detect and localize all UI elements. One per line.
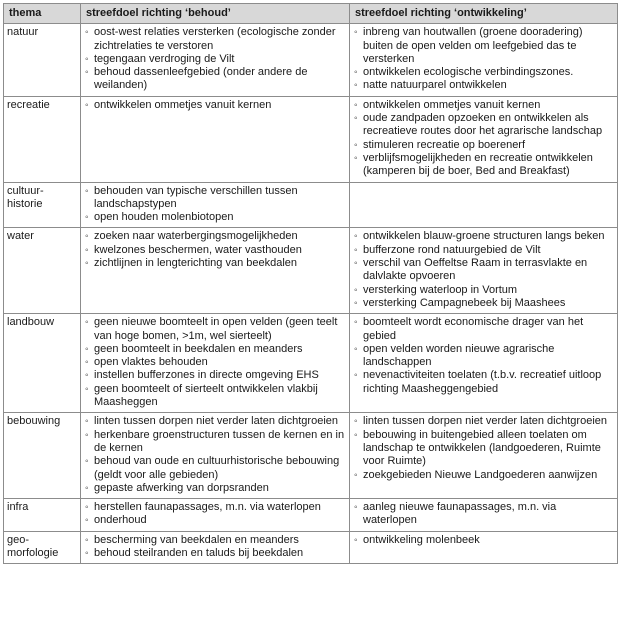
list-item: ◦ behouden van typische verschillen tussen landschapstypen <box>85 185 345 212</box>
list-item: ◦ herkenbare groenstructuren tussen de kernen en in de kernen <box>85 429 345 456</box>
cell-ontwikkeling <box>350 228 618 314</box>
behoud-list <box>85 316 345 409</box>
list-item: ◦ ontwikkeling molenbeek <box>354 534 613 547</box>
header-ontwikkeling: streefdoel richting ‘ontwikkeling’ <box>350 4 618 24</box>
list-item: ◦ open vlaktes behouden <box>85 356 345 369</box>
cell-ontwikkeling <box>350 24 618 96</box>
cell-ontwikkeling <box>350 499 618 532</box>
list-item: ◦ linten tussen dorpen niet verder laten dichtgroeien <box>85 415 345 428</box>
cell-thema: water <box>4 228 81 314</box>
table-row <box>4 413 618 499</box>
table-row <box>4 531 618 564</box>
table-body <box>4 24 618 564</box>
list-item: ◦ kwelzones beschermen, water vasthouden <box>85 244 345 257</box>
list-item: ◦ behoud dassenleefgebied (onder andere de weilanden) <box>85 66 345 93</box>
list-item: ◦ behoud steilranden en taluds bij beekdalen <box>85 547 345 560</box>
table-row <box>4 96 618 182</box>
header-thema: thema <box>4 4 81 24</box>
list-item: ◦ bebouwing in buitengebied alleen toelaten om landschap te ontwikkelen (landgoederen, Ruimte voor Ruimte) <box>354 429 613 469</box>
cell-behoud <box>81 499 350 532</box>
document <box>3 3 617 564</box>
table-row <box>4 314 618 413</box>
list-item: ◦ ontwikkelen blauw-groene structuren langs beken <box>354 230 613 243</box>
cell-ontwikkeling <box>350 182 618 228</box>
list-item: ◦ nevenactiviteiten toelaten (t.b.v. recreatief uitloop richting Maasheggengebied <box>354 369 613 396</box>
behoud-list <box>85 230 345 270</box>
list-item: ◦ behoud van oude en cultuurhistorische bebouwing (geldt voor alle gebieden) <box>85 455 345 482</box>
list-item: ◦ zichtlijnen in lengterichting van beekdalen <box>85 257 345 270</box>
table-row <box>4 499 618 532</box>
cell-thema: bebouwing <box>4 413 81 499</box>
cell-thema: geo-morfologie <box>4 531 81 564</box>
list-item: ◦ geen boomteelt of sierteelt ontwikkelen vlakbij Maasheggen <box>85 383 345 410</box>
list-item: ◦ verschil van Oeffeltse Raam in terrasvlakte en dalvlakte opvoeren <box>354 257 613 284</box>
cell-ontwikkeling <box>350 531 618 564</box>
cell-behoud <box>81 24 350 96</box>
cell-ontwikkeling <box>350 96 618 182</box>
behoud-list <box>85 501 345 528</box>
list-item: ◦ gepaste afwerking van dorpsranden <box>85 482 345 495</box>
behoud-list <box>85 99 345 112</box>
cell-ontwikkeling <box>350 413 618 499</box>
cell-behoud <box>81 182 350 228</box>
table-row <box>4 24 618 96</box>
behoud-list <box>85 415 345 495</box>
list-item: ◦ instellen bufferzones in directe omgeving EHS <box>85 369 345 382</box>
list-item: ◦ linten tussen dorpen niet verder laten dichtgroeien <box>354 415 613 428</box>
list-item: ◦ boomteelt wordt economische drager van het gebied <box>354 316 613 343</box>
ontwikkeling-list <box>354 26 613 92</box>
cell-behoud <box>81 96 350 182</box>
ontwikkeling-list <box>354 534 613 547</box>
list-item: ◦ geen nieuwe boomteelt in open velden (geen teelt van hoge bomen, >1m, wel sierteelt) <box>85 316 345 343</box>
list-item: ◦ onderhoud <box>85 514 345 527</box>
list-item: ◦ ontwikkelen ommetjes vanuit kernen <box>85 99 345 112</box>
list-item: ◦ verblijfsmogelijkheden en recreatie ontwikkelen (kamperen bij de boer, Bed and Breakfast) <box>354 152 613 179</box>
ontwikkeling-list <box>354 99 613 179</box>
list-item: ◦ versterking waterloop in Vortum <box>354 284 613 297</box>
behoud-list <box>85 26 345 92</box>
cell-ontwikkeling <box>350 314 618 413</box>
goals-table <box>3 3 618 564</box>
list-item: ◦ tegengaan verdroging de Vilt <box>85 53 345 66</box>
list-item: ◦ inbreng van houtwallen (groene dooradering) buiten de open velden om leefgebied das te versterken <box>354 26 613 66</box>
list-item: ◦ zoekgebieden Nieuwe Landgoederen aanwijzen <box>354 469 613 482</box>
list-item: ◦ geen boomteelt in beekdalen en meanders <box>85 343 345 356</box>
list-item: ◦ aanleg nieuwe faunapassages, m.n. via waterlopen <box>354 501 613 528</box>
header-behoud: streefdoel richting ‘behoud’ <box>81 4 350 24</box>
cell-behoud <box>81 531 350 564</box>
ontwikkeling-list <box>354 415 613 481</box>
ontwikkeling-list <box>354 316 613 396</box>
cell-behoud <box>81 314 350 413</box>
list-item: ◦ open velden worden nieuwe agrarische landschappen <box>354 343 613 370</box>
list-item: ◦ bufferzone rond natuurgebied de Vilt <box>354 244 613 257</box>
list-item: ◦ ontwikkelen ecologische verbindingszones. <box>354 66 613 79</box>
list-item: ◦ ontwikkelen ommetjes vanuit kernen <box>354 99 613 112</box>
cell-behoud <box>81 228 350 314</box>
list-item: ◦ oude zandpaden opzoeken en ontwikkelen als recreatieve routes door het agrarische landschap <box>354 112 613 139</box>
cell-thema: recreatie <box>4 96 81 182</box>
table-row <box>4 182 618 228</box>
cell-behoud <box>81 413 350 499</box>
list-item: ◦ open houden molenbiotopen <box>85 211 345 224</box>
list-item: ◦ natte natuurparel ontwikkelen <box>354 79 613 92</box>
cell-thema: landbouw <box>4 314 81 413</box>
header-row <box>4 4 618 24</box>
list-item: ◦ oost-west relaties versterken (ecologische zonder zichtrelaties te verstoren <box>85 26 345 53</box>
list-item: ◦ herstellen faunapassages, m.n. via waterlopen <box>85 501 345 514</box>
behoud-list <box>85 534 345 561</box>
behoud-list <box>85 185 345 225</box>
list-item: ◦ bescherming van beekdalen en meanders <box>85 534 345 547</box>
cell-thema: infra <box>4 499 81 532</box>
list-item: ◦ zoeken naar waterbergingsmogelijkheden <box>85 230 345 243</box>
cell-thema: natuur <box>4 24 81 96</box>
ontwikkeling-list <box>354 230 613 310</box>
cell-thema: cultuur-historie <box>4 182 81 228</box>
list-item: ◦ versterking Campagnebeek bij Maashees <box>354 297 613 310</box>
ontwikkeling-list <box>354 501 613 528</box>
table-row <box>4 228 618 314</box>
list-item: ◦ stimuleren recreatie op boerenerf <box>354 139 613 152</box>
